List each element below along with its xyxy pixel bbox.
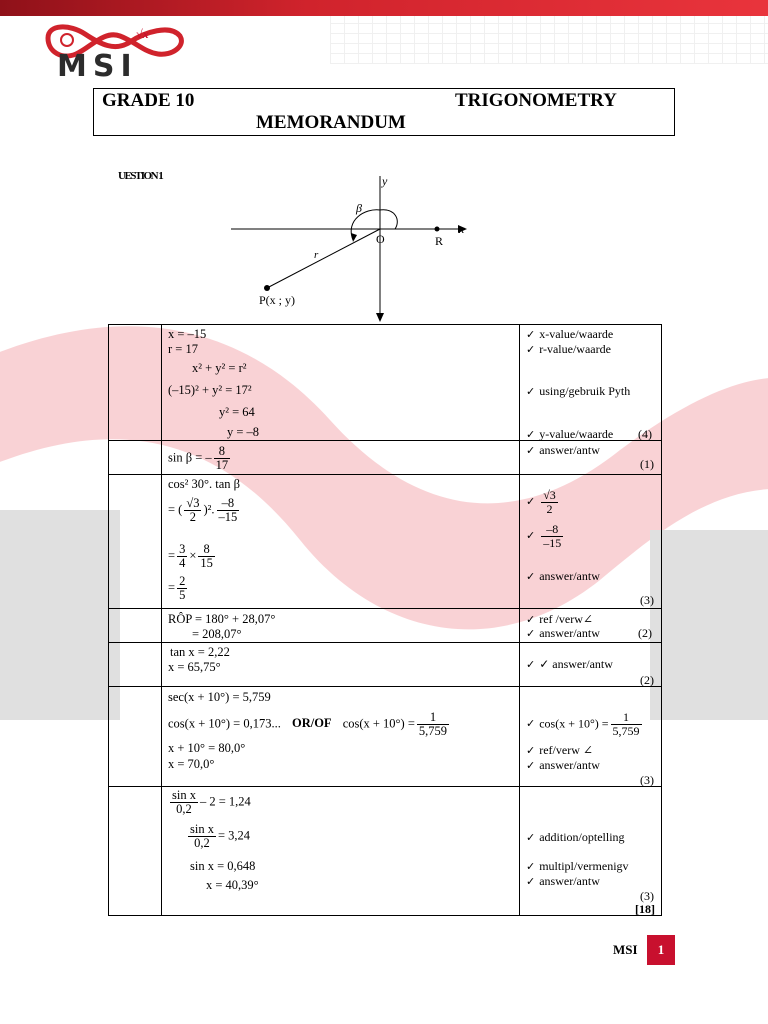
fraction-den: –15	[218, 510, 238, 524]
fraction-den: 17	[215, 458, 229, 472]
logo-text: MSI	[57, 49, 138, 84]
step: x = 70,0°	[168, 757, 215, 771]
memo-row-4	[108, 608, 662, 641]
step: y = –8	[227, 425, 260, 439]
subject-label: TRIGONOMETRY	[455, 90, 617, 111]
mark: ✓ r-value/waarde	[526, 342, 611, 357]
mark: ✓ ✓ answer/antw	[526, 657, 613, 672]
title-box	[93, 88, 675, 136]
logo-formula: √x	[136, 27, 149, 41]
footer-label: MSI	[613, 942, 638, 957]
step: sin x = 0,648	[190, 859, 256, 873]
step: tan x = 2,22	[170, 645, 230, 659]
fraction-num: sin x	[190, 822, 214, 836]
mark-total: (2)	[638, 626, 652, 640]
fraction-num: √3	[186, 496, 200, 510]
step: = 208,07°	[192, 627, 242, 641]
mark: ✓ x-value/waarde	[526, 327, 613, 342]
mark: ✓ ref /verw∠	[526, 612, 593, 627]
fraction-den: 4	[179, 556, 186, 570]
mark: ✓ ref/verw ∠	[526, 743, 593, 758]
grade-label: GRADE 10	[102, 90, 195, 111]
fraction-num: 2	[179, 574, 186, 588]
step-part: – 2 = 1,24	[199, 794, 251, 809]
mark-total: (3)	[640, 593, 654, 607]
mark: ✓ using/gebruik Pyth	[526, 384, 630, 399]
mark: ✓ answer/antw	[526, 758, 600, 773]
mark: ✓ answer/antw	[526, 443, 600, 458]
mark-total: (3)	[640, 773, 654, 787]
mark-total: (2)	[640, 673, 654, 687]
step-part: cos(x + 10°) =	[342, 716, 415, 731]
mark-num: 1	[611, 711, 642, 725]
step-part: =	[168, 580, 176, 595]
fraction-den: 5,759	[418, 724, 448, 738]
beta-label: β	[356, 201, 362, 215]
step-part: = (	[168, 502, 183, 517]
grand-total: [18]	[635, 902, 655, 916]
top-color-bar	[0, 0, 768, 16]
mark-den: –15	[543, 536, 562, 550]
fraction-den: 2	[189, 510, 197, 524]
fraction-den: 0,2	[194, 836, 210, 850]
step-part: cos(x + 10°) = 0,173...	[168, 716, 281, 731]
mark-part: cos(x + 10°) =	[539, 716, 609, 731]
step: y² = 64	[219, 405, 255, 419]
memo-table	[108, 324, 662, 916]
mark: ✓ answer/antw	[526, 874, 600, 889]
fraction-den: 0,2	[176, 802, 192, 816]
step-part: ×	[189, 548, 197, 563]
origin-label: O	[376, 232, 385, 246]
mark-num: –8	[541, 523, 563, 537]
point-r-label: R	[435, 234, 444, 248]
step: sec(x + 10°) = 5,759	[168, 690, 271, 704]
sine-lhs: sin β = –	[168, 450, 212, 465]
mark: ✓ multipl/vermenigv	[526, 859, 629, 874]
fraction-num: –8	[217, 497, 240, 511]
step-part: .	[211, 502, 215, 517]
cartesian-diagram	[225, 170, 475, 325]
step: (–15)² + y² = 17²	[168, 383, 252, 397]
step-part: =	[168, 548, 176, 563]
page-number: 1	[647, 935, 675, 965]
question-label: UESTION 1	[118, 170, 163, 182]
step: x + 10° = 80,0°	[168, 741, 246, 755]
y-axis-label: y	[382, 174, 388, 188]
step: cos² 30°. tan β	[168, 477, 241, 491]
fraction-num: 1	[417, 711, 449, 725]
step: x = 65,75°	[168, 660, 221, 674]
mark-total: (3)	[640, 889, 654, 903]
fraction-den: 5	[179, 588, 186, 602]
radius-label: r	[314, 249, 319, 261]
mark: ✓ answer/antw	[526, 569, 600, 584]
memo-label: MEMORANDUM	[256, 112, 406, 133]
header-math-background	[330, 16, 768, 64]
memo-row-3	[108, 474, 662, 607]
fraction-num: 3	[179, 542, 186, 556]
fraction-num: 8	[198, 543, 215, 557]
memo-row-2	[108, 440, 662, 472]
fraction-den: 15	[200, 556, 213, 570]
step: RÔP = 180° + 28,07°	[168, 612, 276, 626]
fraction-num: sin x	[172, 788, 196, 802]
step-part: = 3,24	[217, 828, 251, 843]
step: r = 17	[168, 342, 198, 356]
mark: ✓ addition/optelling	[526, 830, 625, 845]
mark-total: (4)	[638, 427, 652, 441]
x-axis-label: x	[459, 222, 465, 236]
mark-den: 2	[546, 502, 553, 516]
fraction-num: 8	[214, 445, 231, 459]
mark: ✓ y-value/waarde	[526, 427, 613, 442]
or-label: OR/OF	[291, 716, 332, 731]
memo-row-7	[108, 786, 662, 916]
mark: ✓ answer/antw	[526, 626, 600, 641]
step: x² + y² = r²	[192, 361, 247, 375]
point-p-label: P(x ; y)	[259, 293, 295, 307]
mark-den: 5,759	[612, 724, 640, 738]
step: x = –15	[168, 327, 207, 341]
mark-total: (1)	[640, 457, 654, 471]
mark-num: √3	[543, 488, 556, 502]
step: x = 40,39°	[206, 878, 259, 892]
memo-row-6	[108, 686, 662, 787]
memo-row-5	[108, 642, 662, 687]
step-part: )²	[203, 502, 212, 517]
